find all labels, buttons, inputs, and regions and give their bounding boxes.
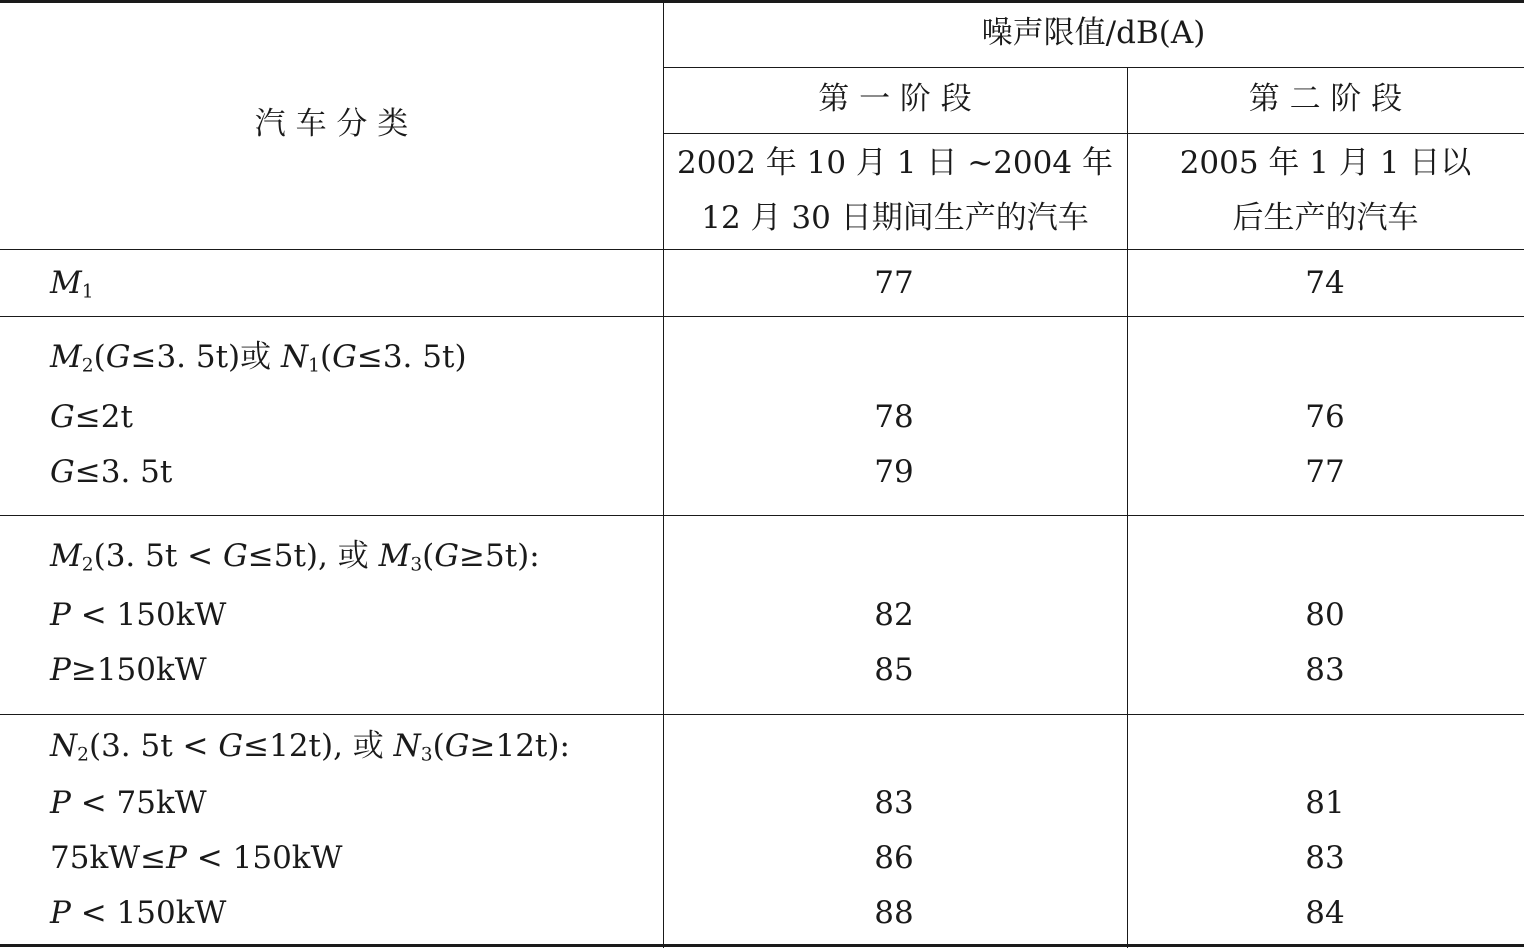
group-3-item-3-stage-1: 88 [874, 895, 914, 931]
stage-2-period-line-1: 2005 年 1 月 1 日以 [1179, 144, 1472, 181]
group-3-item-1-label: P < 75kW [50, 785, 207, 821]
header-category-text: 汽 车 分 类 [254, 105, 409, 142]
rule-under-group-1 [0, 515, 1524, 516]
header-noise-limit [663, 0, 1524, 67]
group-3-item-2-label: 75kW≤P < 150kW [50, 840, 343, 876]
header-stage-2-period [1127, 133, 1524, 249]
group-3-item-1-stage-2: 81 [1305, 785, 1345, 821]
row-m1-label: $M_1$ [50, 265, 94, 303]
table-bottom-rule [0, 944, 1524, 947]
group-2-item-1-stage-2: 80 [1305, 597, 1345, 633]
row-m1-stage-1: 77 [874, 265, 914, 301]
group-1-item-2-stage-1: 79 [874, 454, 914, 490]
group-2-item-2-stage-1: 85 [874, 652, 914, 688]
header-stage-1 [663, 67, 1127, 133]
stage-1-period-line-1: 2002 年 10 月 1 日 ~2004 年 [677, 144, 1113, 181]
group-3-item-2-stage-2: 83 [1305, 840, 1345, 876]
row-m1-stage-2: 74 [1305, 265, 1345, 301]
group-2-title: $M_2(3$. 5t < G≤5t), 或 $M_3(G\ge 5t)$: [50, 538, 540, 576]
stage-1-period-line-2: 12 月 30 日期间生产的汽车 [701, 200, 1089, 236]
group-3-title: $N_2(3$. 5t < G≤12t), 或 $N_3(G\ge 12t)$: [50, 728, 570, 766]
rule-under-group-2 [0, 714, 1524, 715]
group-2-item-2-label: P≥150kW [50, 652, 207, 688]
group-1-item-1-stage-2: 76 [1305, 399, 1345, 435]
stage-2-period-line-2: 后生产的汽车 [1232, 200, 1419, 236]
group-3-item-3-stage-2: 84 [1305, 895, 1345, 931]
group-1-item-2-label: G≤3. 5t [50, 454, 173, 490]
group-2-item-2-stage-2: 83 [1305, 652, 1345, 688]
group-1-item-1-label: G≤2t [50, 399, 133, 435]
rule-under-m1 [0, 316, 1524, 317]
header-stage-2 [1127, 67, 1524, 133]
rule-under-header [0, 249, 1524, 250]
header-stage-2-text: 第 二 阶 段 [1248, 81, 1403, 118]
group-2-item-1-label: P < 150kW [50, 597, 227, 633]
header-stage-1-period [663, 133, 1127, 249]
header-stage-1-text: 第 一 阶 段 [818, 81, 972, 118]
group-2-item-1-stage-1: 82 [874, 597, 914, 633]
group-3-item-3-label: P < 150kW [50, 895, 227, 931]
group-1-title: $M_2(G\le 3$. 5t)或 $N_1(G\le 3$. 5t) [50, 339, 467, 377]
header-noise-limit-text: 噪声限值/dB(A) [981, 14, 1206, 51]
group-3-item-1-stage-1: 83 [874, 785, 914, 821]
group-1-item-2-stage-2: 77 [1305, 454, 1345, 490]
group-1-item-1-stage-1: 78 [874, 399, 914, 435]
header-category [0, 0, 663, 249]
group-3-item-2-stage-1: 86 [874, 840, 914, 876]
